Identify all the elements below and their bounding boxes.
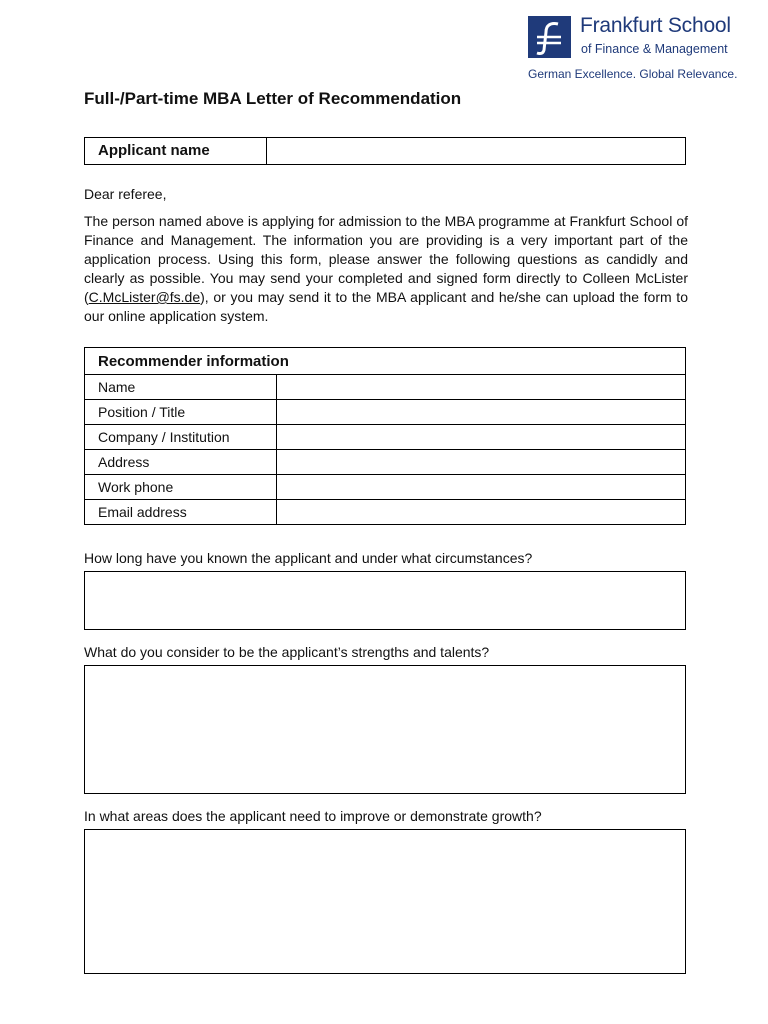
- field-label: Company / Institution: [85, 425, 277, 450]
- logo-subtitle: of Finance & Management: [581, 42, 728, 56]
- logo-name: Frankfurt School: [580, 14, 731, 37]
- page-title: Full-/Part-time MBA Letter of Recommendation: [84, 89, 462, 108]
- applicant-table: [84, 137, 686, 165]
- answer-box-3[interactable]: [84, 829, 686, 974]
- field-value-address[interactable]: [277, 450, 686, 475]
- recommender-table: [84, 347, 686, 525]
- intro-text-start: The person named above is applying for admission to the MBA programme at Frankfurt School of Finance and Management. The information you are providing is a very important part of the application process. Using this form, please answer the following questions as candidly and clearly as possible. You may send your completed and signed form directly to Colleen McLister (: [84, 213, 688, 305]
- field-value-email[interactable]: [277, 500, 686, 525]
- applicant-name-label: Applicant name: [85, 138, 267, 164]
- field-label: Address: [85, 450, 277, 475]
- logo-tagline: German Excellence. Global Relevance.: [528, 67, 738, 81]
- field-label: Position / Title: [85, 400, 277, 425]
- logo-mark: [528, 16, 571, 58]
- question-3: In what areas does the applicant need to improve or demonstrate growth?: [84, 808, 542, 824]
- field-value-position[interactable]: [277, 400, 686, 425]
- field-value-company[interactable]: [277, 425, 686, 450]
- answer-box-2[interactable]: [84, 665, 686, 794]
- question-2: What do you consider to be the applicant’s strengths and talents?: [84, 644, 490, 660]
- answer-box-1[interactable]: [84, 571, 686, 630]
- field-label: Email address: [85, 500, 277, 525]
- field-value-work-phone[interactable]: [277, 475, 686, 500]
- intro-paragraph: [84, 212, 688, 326]
- question-1: How long have you known the applicant and under what circumstances?: [84, 550, 533, 566]
- email-link[interactable]: C.McLister@fs.de: [88, 289, 201, 305]
- fs-logo-icon: [528, 16, 571, 58]
- intro-text-end: ), or you may send it to the MBA applicant and he/she can upload the form to our online application system.: [84, 289, 688, 324]
- recommender-header: Recommender information: [85, 348, 686, 375]
- field-value-name[interactable]: [277, 375, 686, 400]
- field-label: Name: [85, 375, 277, 400]
- applicant-name-field[interactable]: [267, 138, 685, 164]
- greeting: Dear referee,: [84, 186, 167, 202]
- field-label: Work phone: [85, 475, 277, 500]
